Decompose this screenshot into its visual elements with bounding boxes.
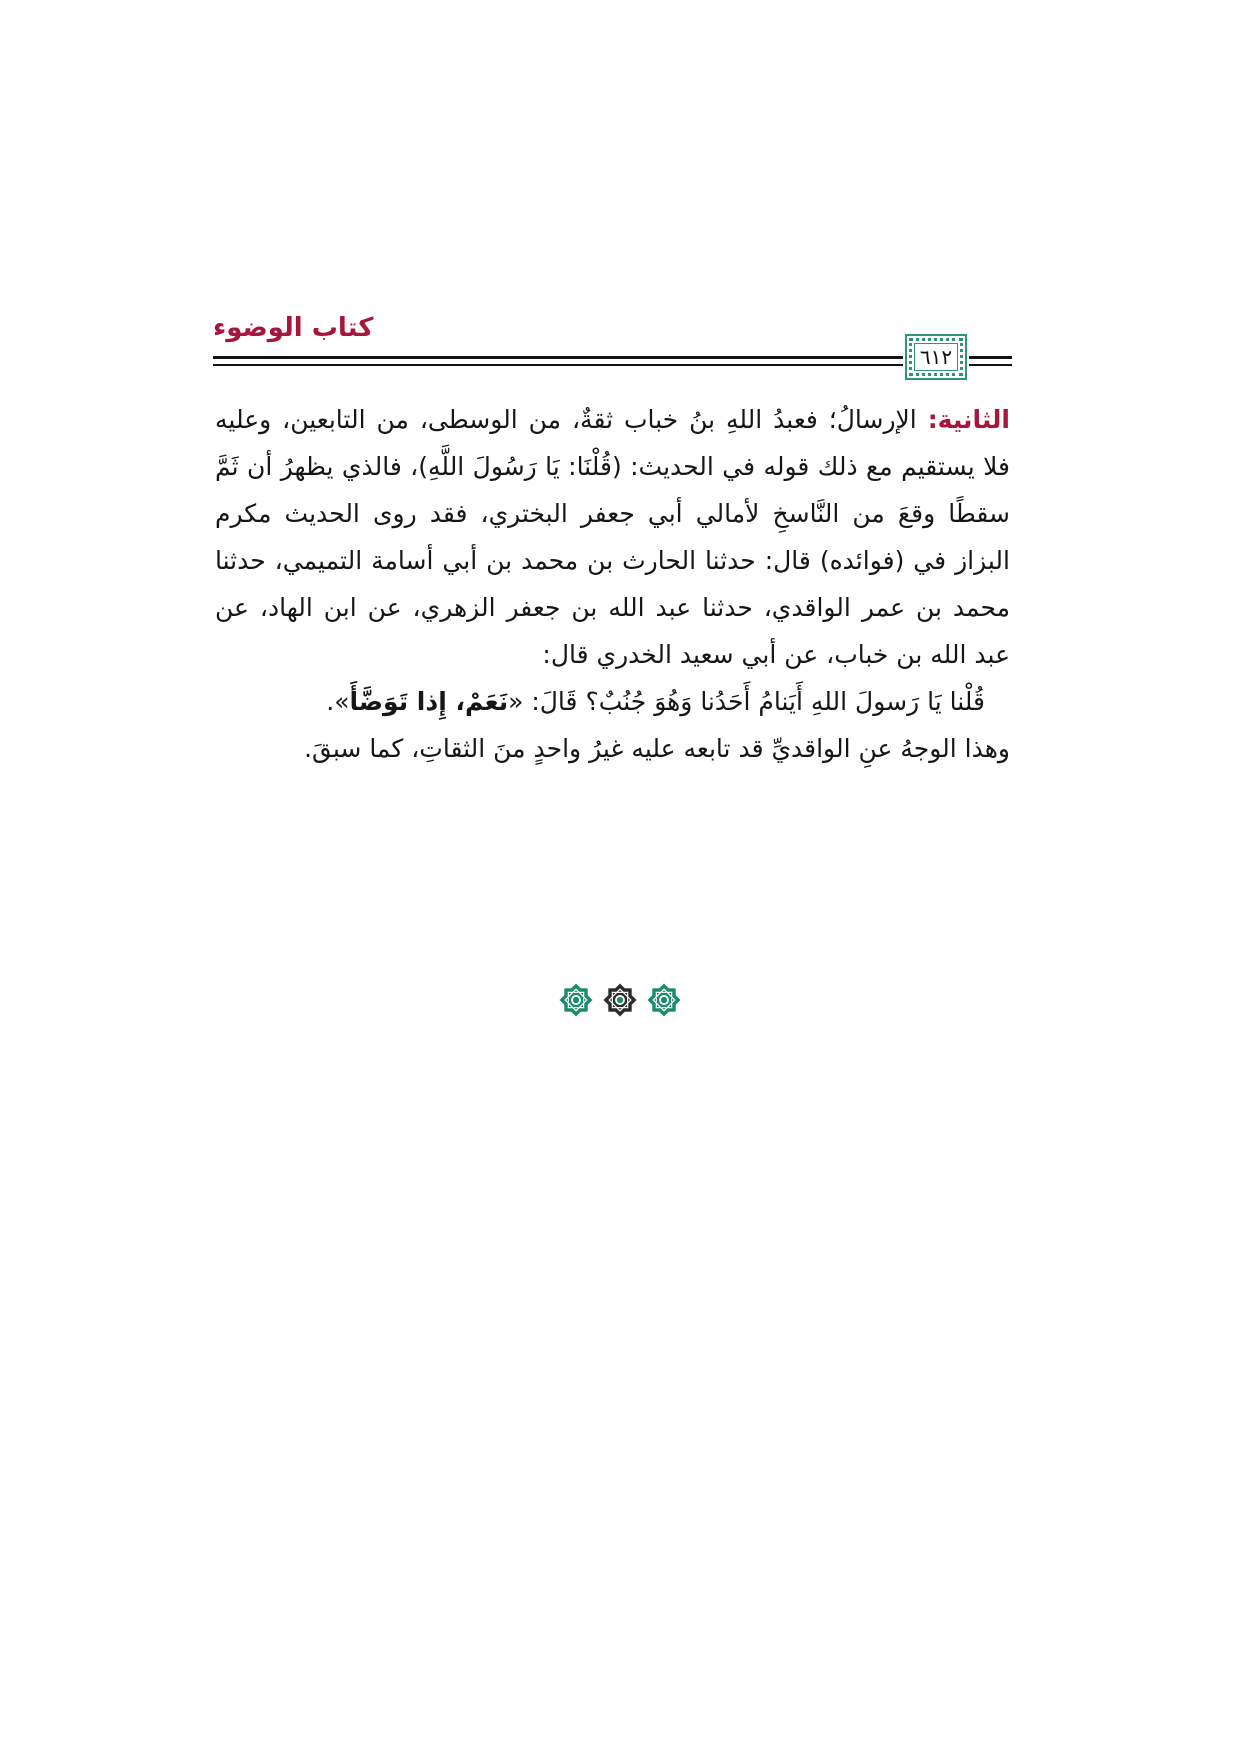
paragraph-label: الثانية:: [927, 405, 1010, 434]
ornament-star-icon: [558, 982, 594, 1018]
hadith-quote: [215, 678, 1010, 725]
paragraph-text: الإرسالُ؛ فعبدُ اللهِ بنُ خباب ثقةٌ، من الوسطى، من التابعين، وعليه فلا يستقيم مع ذلك قوله في الحديث: (قُلْنَا: يَا رَسُولَ اللَّهِ)، فالذي يظهرُ أن ثَمَّ سقطًا وقعَ من النَّاسخِ لأمالي أبي جعفر البختري، فقد روى الحديث مكرم البزاز في (فوائده) قال: حدثنا الحارث بن محمد بن أبي أسامة التميمي، حدثنا محمد بن عمر الواقدي، حدثنا عبد الله بن جعفر الزهري، عن ابن الهاد، عن عبد الله بن خباب، عن أبي سعيد الخدري قال:: [215, 405, 1010, 669]
hadith-answer: نَعَمْ، إِذا تَوَضَّأَ: [349, 687, 509, 716]
paragraph-text: وهذا الوجهُ عنِ الواقديِّ قد تابعه عليه غيرُ واحدٍ منَ الثقاتِ، كما سبقَ.: [304, 734, 1010, 763]
hadith-text-end: ».: [326, 687, 350, 716]
paragraph: [215, 725, 1010, 772]
header-rule: [969, 356, 1012, 359]
header-rule: [213, 356, 903, 359]
header-rule: [213, 364, 903, 366]
ornament-star-icon: [602, 982, 638, 1018]
body-text: [215, 396, 1010, 772]
page-number-frame: [905, 334, 967, 380]
page-number: ٦١٢: [919, 345, 953, 369]
running-title: كتاب الوضوء: [213, 313, 374, 343]
section-end-ornaments: [0, 982, 1240, 1022]
page-number-frame-core: [914, 343, 958, 371]
hadith-text: قُلْنا يَا رَسولَ اللهِ أَيَنامُ أَحَدُنا وَهُوَ جُنُبٌ؟ قَالَ: «: [508, 687, 985, 716]
ornament-star-icon: [646, 982, 682, 1018]
header-rule: [969, 364, 1012, 366]
paragraph: [215, 396, 1010, 678]
